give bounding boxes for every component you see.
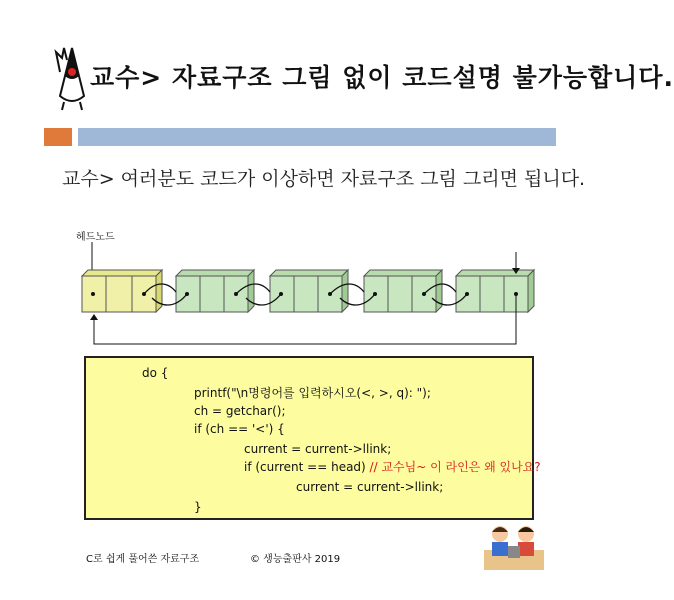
list-node-3 (364, 270, 442, 312)
code-line-1: do { (142, 366, 169, 380)
code-box (84, 356, 541, 520)
code-line-2: printf("\n명령어를 입력하시오(<, >, q): "); (194, 386, 431, 400)
code-line-6 (244, 460, 541, 474)
duke-mascot-icon (54, 42, 90, 112)
code-line-8: } (194, 500, 202, 514)
doubly-linked-list-diagram (60, 226, 560, 352)
code-line-7: current = current->llink; (296, 480, 444, 494)
slide-subtitle: 교수> 여러분도 코드가 이상하면 자료구조 그림 그리면 됩니다. (62, 168, 586, 190)
footer-copyright: © 생능출판사 2019 (250, 554, 341, 565)
head-node-label: 헤드노드 (76, 232, 115, 243)
code-comment: // 교수님~ 이 라인은 왜 있나요? (365, 460, 541, 474)
list-node-2 (270, 270, 348, 312)
head-node (82, 270, 162, 312)
students-illustration-icon (484, 520, 544, 570)
footer-book-title: C로 쉽게 풀어쓴 자료구조 (86, 554, 200, 565)
code-line-4: if (ch == '<') { (194, 422, 285, 436)
orange-accent-bar (44, 128, 72, 146)
list-node-4 (456, 270, 534, 312)
code-line-6-code: if (current == head) (244, 460, 366, 474)
blue-accent-bar (78, 128, 556, 146)
code-line-3: ch = getchar(); (194, 404, 286, 418)
code-line-5: current = current->llink; (244, 442, 392, 456)
slide-title: 교수> 자료구조 그림 없이 코드설명 불가능합니다. (90, 63, 674, 92)
list-node-1 (176, 270, 254, 312)
